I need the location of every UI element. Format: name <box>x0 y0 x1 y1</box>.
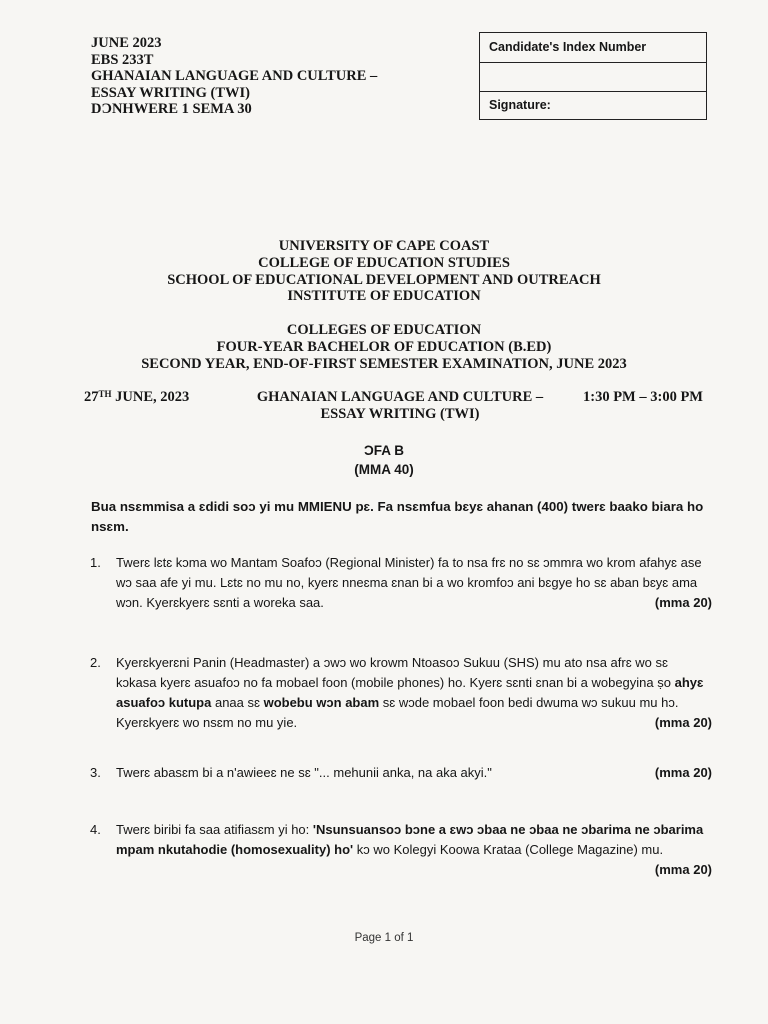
program-exam-title: SECOND YEAR, END-OF-FIRST SEMESTER EXAMINATION, JUNE 2023 <box>141 355 627 372</box>
institute-name: INSTITUTE OF EDUCATION <box>287 288 481 305</box>
question-1 <box>90 553 712 613</box>
candidate-index-label-row <box>480 33 706 63</box>
candidate-index-box <box>479 32 707 120</box>
header-duration: DƆNHWERE 1 SEMA 30 <box>91 101 252 118</box>
instruction-text: Bua nsɛmmisa a ɛdidi soɔ yi mu MMIENU pɛ. Fa nsɛmfua bɛyɛ ahanan (400) twerɛ baako biara ho nsɛm. <box>91 499 704 534</box>
question-text: sɛ wɔde mobael foon bedi dwuma wɔ sukuu mu hɔ. Kyerɛkyerɛ wo nsɛm no mu yie. <box>116 695 679 730</box>
question-marks: (mma 20) <box>654 862 712 877</box>
section-marks: (MMA 40) <box>354 462 414 477</box>
question-number: 3. <box>90 765 101 780</box>
program-degree: FOUR-YEAR BACHELOR OF EDUCATION (B.ED) <box>216 338 552 355</box>
signature-label: Signature: <box>489 98 551 112</box>
candidate-index-field[interactable] <box>480 62 706 92</box>
page-footer: Page 1 of 1 <box>354 932 414 944</box>
program-block <box>0 322 768 372</box>
exam-date: 27TH JUNE, 2023 <box>84 389 190 405</box>
header-course-title: GHANAIAN LANGUAGE AND CULTURE – <box>91 68 378 85</box>
question-text: anaa sɛ <box>211 695 264 710</box>
question-number: 2. <box>90 655 101 670</box>
institution-block <box>0 238 768 305</box>
question-text: Twerɛ abasɛm bi a n'awieeɛ ne sɛ "... mehunii anka, na aka akyi." <box>116 765 492 780</box>
exam-course: GHANAIAN LANGUAGE AND CULTURE – ESSAY WRITING (TWI) <box>256 389 544 422</box>
question-number: 1. <box>90 555 101 570</box>
question-emphasis: ahyɛ asuafoɔ kutupa <box>116 675 704 710</box>
question-marks: (mma 20) <box>654 715 712 730</box>
question-4 <box>90 820 712 880</box>
exam-header <box>91 35 421 118</box>
program-colleges: COLLEGES OF EDUCATION <box>286 322 482 338</box>
question-emphasis: 'Nsunsuansoɔ bɔne a ɛwɔ ɔbaa ne ɔbaa ne ɔbarima ne ɔbarima mpam nkutahodie (homosexuality) ho' <box>116 822 704 857</box>
header-course-code: EBS 233T <box>91 51 154 68</box>
school-name: SCHOOL OF EDUCATIONAL DEVELOPMENT AND OUTREACH <box>167 271 601 288</box>
question-marks: (mma 20) <box>654 765 712 780</box>
question-number: 4. <box>90 822 101 837</box>
exam-details-line <box>0 389 768 425</box>
section-title: ƆFA B <box>364 443 404 458</box>
question-text: Twerɛ biribi fa saa atifiasɛm yi ho: <box>116 822 313 837</box>
header-course-subtitle: ESSAY WRITING (TWI) <box>91 84 251 101</box>
question-marks: (mma 20) <box>654 595 712 610</box>
section-heading <box>0 441 768 479</box>
candidate-index-label: Candidate's Index Number <box>489 40 647 54</box>
university-name: UNIVERSITY OF CAPE COAST <box>278 238 490 254</box>
question-2 <box>90 653 712 733</box>
question-text: Kyerɛkyerɛni Panin (Headmaster) a ɔwɔ wo krowm Ntoasoɔ Sukuu (SHS) mu ato nsa afrɛ wo sɛ kɔkasa kyerɛ asuafoɔ no fa mobael foon (mobile phones) ho. Kyerɛ sɛnti ɛnan bi a wobegyina ṣo <box>116 655 675 690</box>
exam-time: 1:30 PM – 3:00 PM <box>583 389 703 405</box>
question-text: kɔ wo Kolegyi Koowa Krataa (College Magazine) mu. <box>353 842 664 857</box>
question-emphasis: wobebu wɔn abam <box>263 695 380 710</box>
signature-row[interactable] <box>480 91 706 119</box>
header-month-year: JUNE 2023 <box>91 35 162 51</box>
college-name: COLLEGE OF EDUCATION STUDIES <box>258 254 510 271</box>
question-3 <box>90 763 712 783</box>
question-text: Twerɛ lɛtɛ kɔma wo Mantam Soafoɔ (Regional Minister) fa to nsa frɛ no sɛ ɔmmra wo krom afahyɛ ase wɔ saa afe yi mu. Lɛtɛ no mu no, kyerɛ nneɛma ɛnan bi a wo kromfoɔ ani bɛgye ho sɛ aban bɛyɛ ama wɔn. Kyerɛkyerɛ sɛnti a woreka saa. <box>116 555 702 610</box>
